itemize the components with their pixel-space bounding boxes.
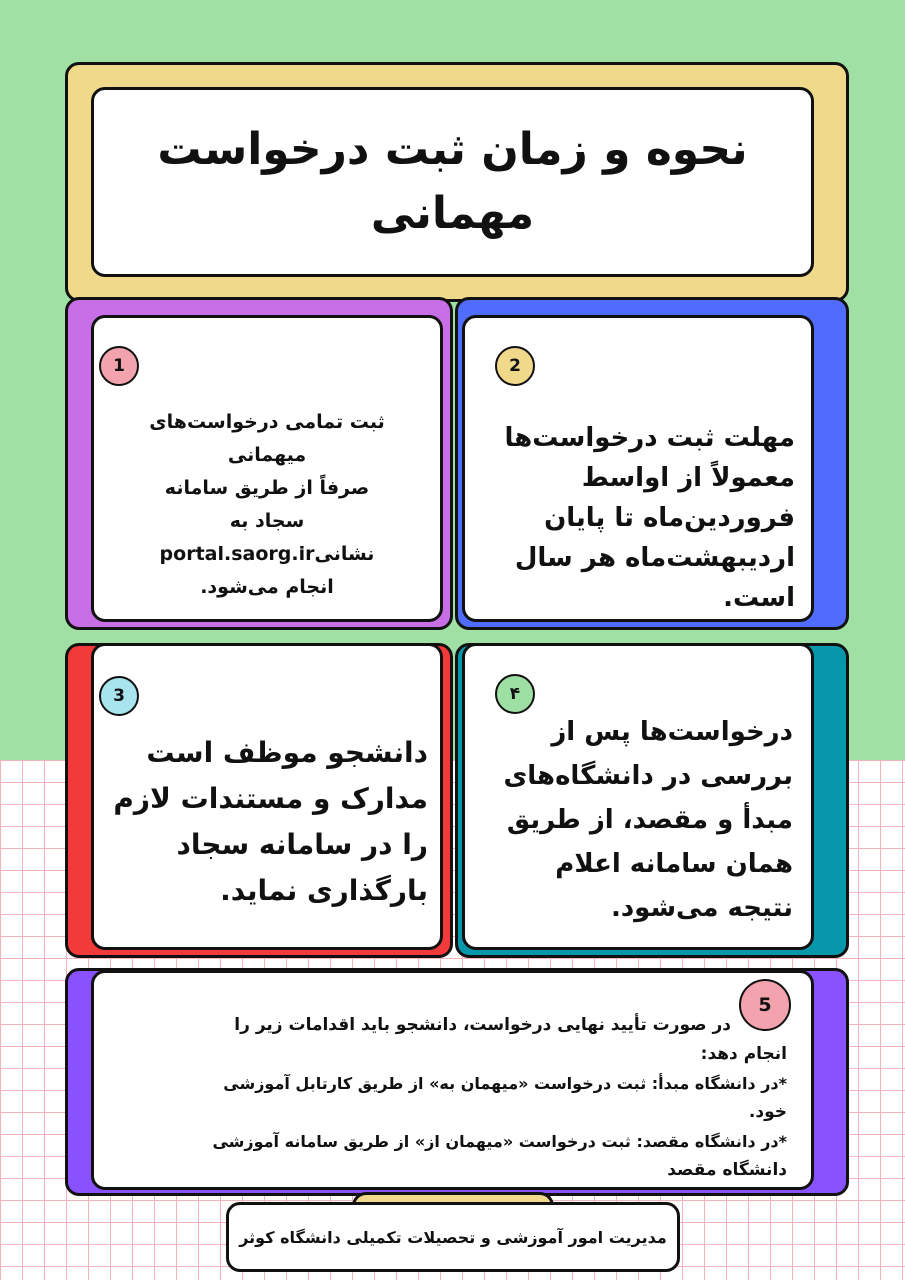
card-3-number-badge: 3 (99, 676, 139, 716)
card-3 (91, 643, 443, 950)
page-title-line2: مهمانی (370, 188, 535, 239)
card-5-text: در صورت تأیید نهایی درخواست، دانشجو باید اقدامات زیر را انجام دهد: *در دانشگاه مبدأ: ثبت درخواست «میهمان به» از طریق کارتابل آموزشی خود. *در دانشگاه مقصد: ثبت درخواست «میهمان از» از طریق سامانه آموزشی دانشگاه مقصد (212, 1015, 787, 1180)
card-1-number-badge: 1 (99, 346, 139, 386)
page-title: نحوه و زمان ثبت درخواست (157, 124, 748, 175)
card-4-number-badge: ۴ (495, 674, 535, 714)
card-2-text: مهلت ثبت درخواست‌ها معمولاً از اواسط فروردین‌ماه تا پایان اردیبهشت‌ماه هر سال است. (504, 423, 795, 613)
card-5 (91, 970, 814, 1190)
title-card (91, 87, 814, 277)
card-2 (462, 315, 814, 622)
footer-box (226, 1202, 680, 1272)
card-4 (462, 643, 814, 950)
card-1-text: ثبت تمامی درخواست‌های میهمانی صرفاً از طریق سامانه سجاد به نشانیportal.saorg.ir انجام می‌شود. (149, 411, 385, 598)
footer-text: مدیریت امور آموزشی و تحصیلات تکمیلی دانشگاه کوثر (239, 1227, 667, 1247)
card-2-number-badge: 2 (495, 346, 535, 386)
card-4-text: درخواست‌ها پس از بررسی در دانشگاه‌های مبدأ و مقصد، از طریق همان سامانه اعلام نتیجه می‌شود. (503, 717, 793, 923)
card-1 (91, 315, 443, 622)
card-3-text: دانشجو موظف است مدارک و مستندات لازم را در سامانه سجاد بارگذاری نماید. (113, 736, 428, 907)
card-5-number-badge: 5 (739, 979, 791, 1031)
